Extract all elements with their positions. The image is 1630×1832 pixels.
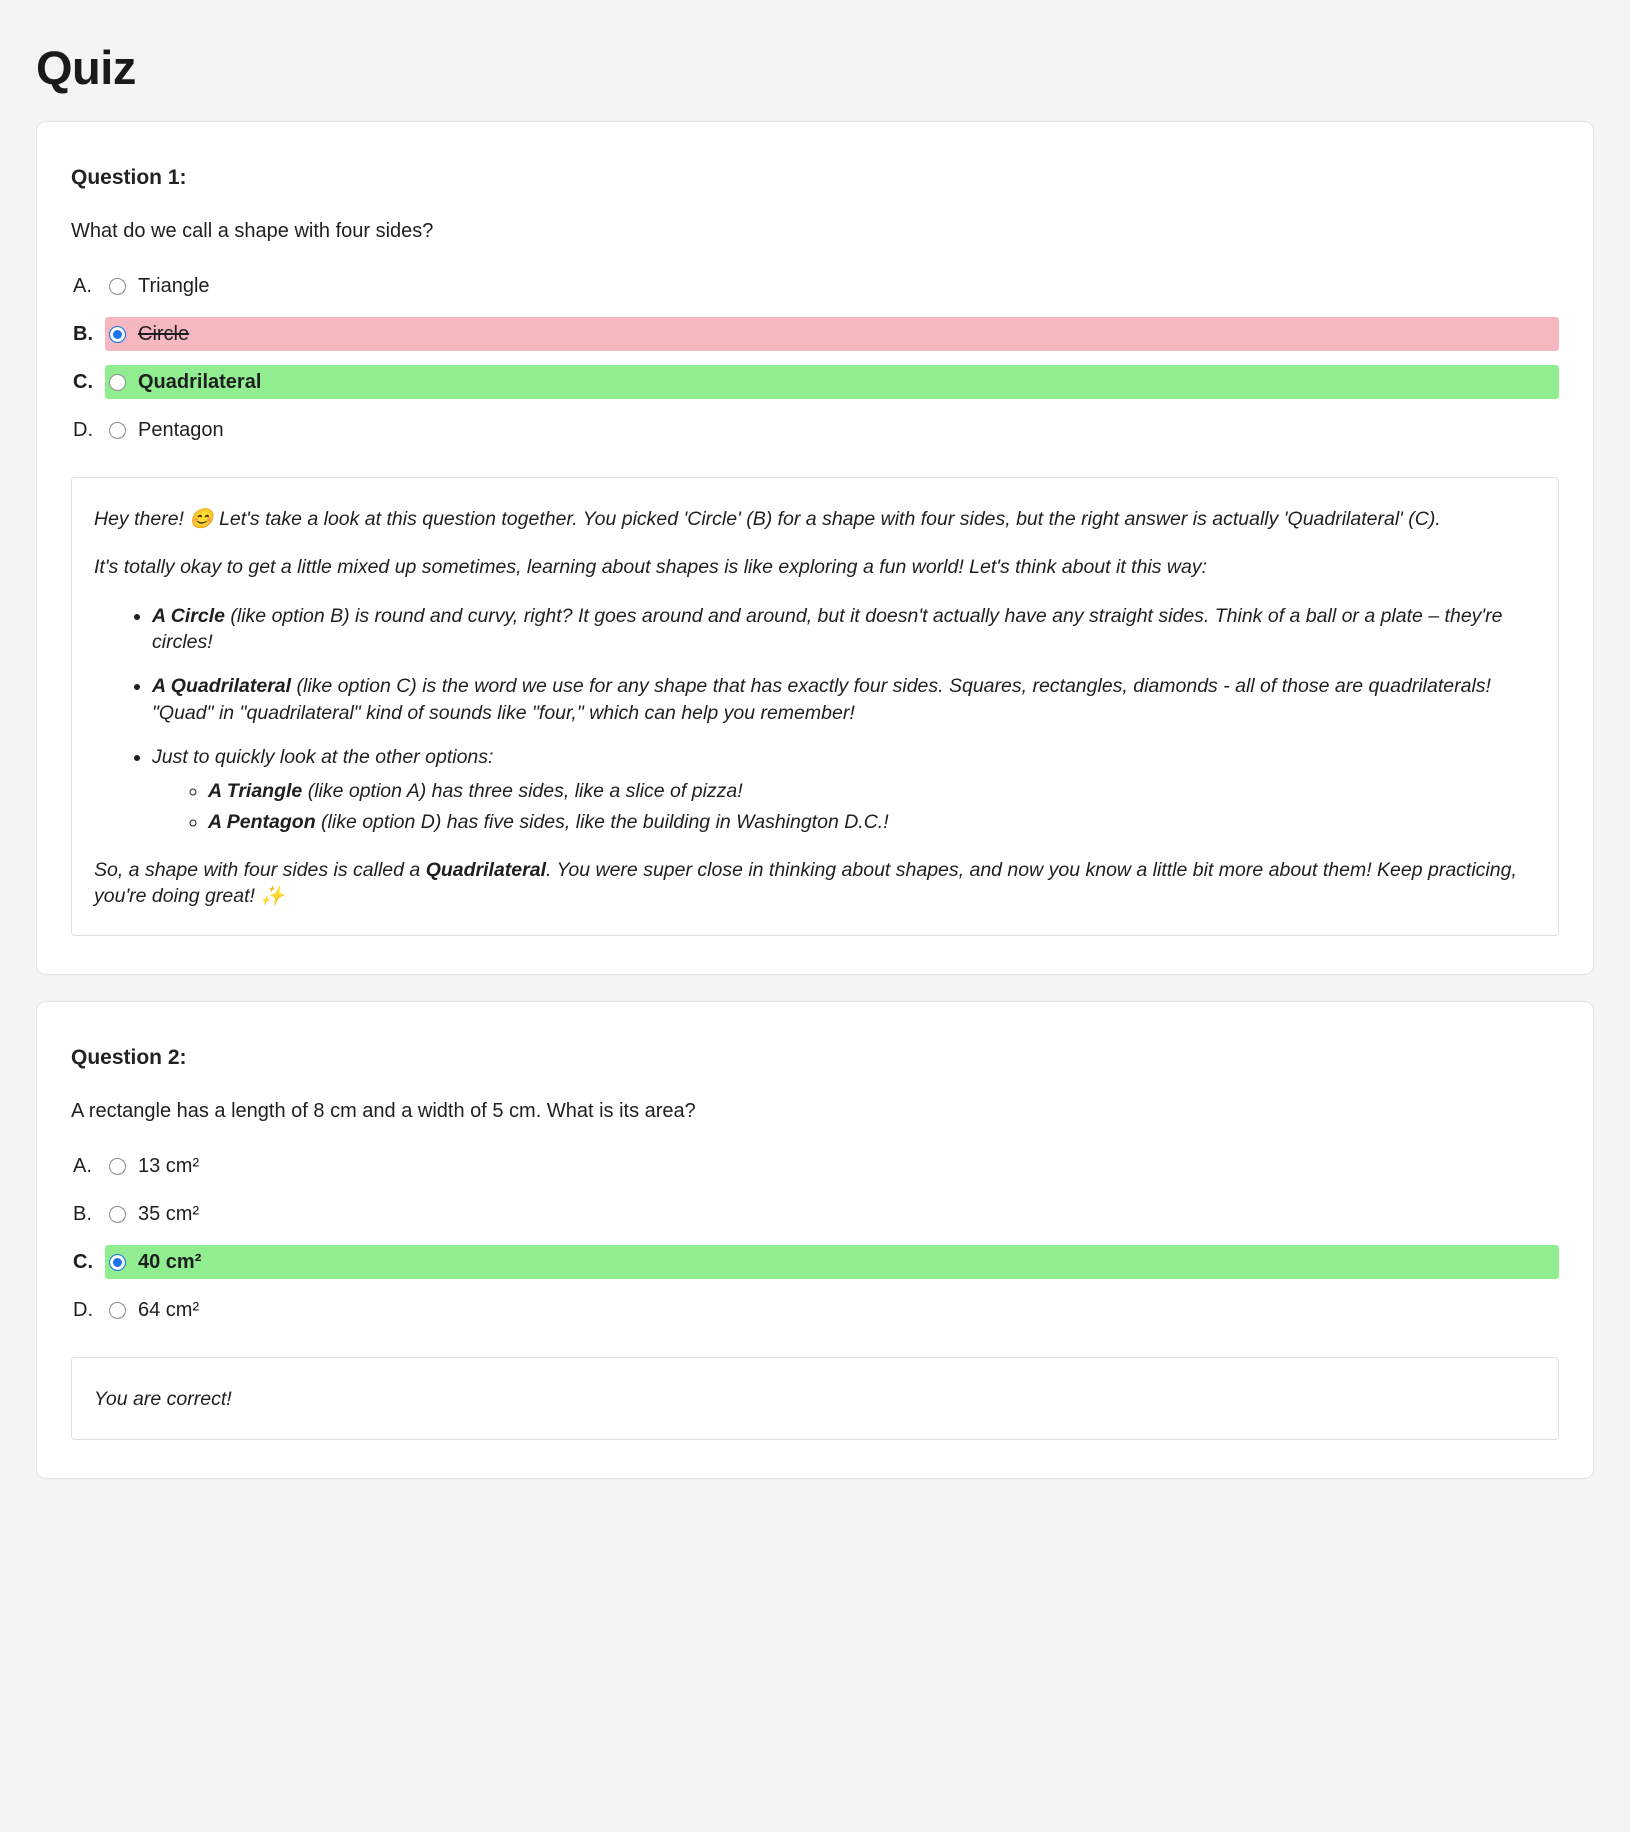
radio-option-b[interactable]	[109, 1206, 126, 1223]
option-label: Triangle	[138, 274, 210, 297]
radio-option-d[interactable]	[109, 1302, 126, 1319]
feedback-bullet-quadrilateral	[152, 673, 1532, 726]
radio-option-c[interactable]	[109, 374, 126, 391]
option-row-d[interactable]	[71, 413, 1559, 447]
feedback-sub-text: (like option A) has three sides, like a slice of pizza!	[302, 780, 743, 803]
option-row-c[interactable]	[71, 1245, 1559, 1279]
feedback-bullet-circle	[152, 603, 1532, 656]
question-label: Question 2:	[71, 1046, 187, 1070]
question-card-2	[36, 1001, 1594, 1478]
feedback-bullet-text: (like option C) is the word we use for any shape that has exactly four sides. Squares, rectangles, diamonds - all of those are quadrilaterals! "Quad" in "quadrilateral" kind of sounds like "four," which can help you remember!	[152, 675, 1491, 724]
page-title: Quiz	[36, 41, 136, 94]
option-label: 40 cm²	[138, 1250, 202, 1273]
question-text: What do we call a shape with four sides?	[71, 220, 434, 242]
option-row-a[interactable]	[71, 1149, 1559, 1183]
option-letter: A.	[73, 274, 92, 297]
feedback-second: It's totally okay to get a little mixed up sometimes, learning about shapes is like exploring a fun world! Let's think about it this way:	[94, 556, 1208, 579]
option-label: Circle	[138, 322, 190, 345]
radio-option-d[interactable]	[109, 422, 126, 439]
radio-option-a[interactable]	[109, 1158, 126, 1175]
feedback-bullet-term: A Quadrilateral	[152, 675, 292, 698]
option-letter: C.	[73, 370, 93, 393]
feedback-closing-b: . You were super close in thinking about shapes, and now you know a little bit more about them! Keep practicing, you're doing great! ✨	[94, 858, 1517, 908]
option-row-b[interactable]	[71, 317, 1559, 351]
feedback-intro: Hey there! 😊 Let's take a look at this question together. You picked 'Circle' (B) for a shape with four sides, but the right answer is actually 'Quadrilateral' (C).	[94, 508, 1441, 530]
option-row-c[interactable]	[71, 365, 1559, 399]
feedback-panel	[71, 1357, 1559, 1439]
feedback-closing-term: Quadrilateral	[425, 858, 546, 881]
radio-option-b[interactable]	[109, 326, 126, 343]
option-letter: B.	[73, 1202, 92, 1225]
feedback-bullets	[94, 603, 1532, 835]
feedback-closing-a: So, a shape with four sides is called a	[94, 858, 426, 881]
option-letter: B.	[73, 322, 93, 345]
option-label: 35 cm²	[138, 1202, 200, 1225]
option-row-d[interactable]	[71, 1293, 1559, 1327]
feedback-panel	[71, 477, 1559, 936]
option-label: 64 cm²	[138, 1298, 200, 1321]
option-letter: A.	[73, 1154, 92, 1177]
question-text: A rectangle has a length of 8 cm and a width of 5 cm. What is its area?	[71, 1100, 696, 1123]
feedback-sub-term: A Pentagon	[208, 810, 316, 833]
option-label: Pentagon	[138, 418, 224, 441]
feedback-bullet-text: (like option B) is round and curvy, right? It goes around and around, but it doesn't actually have any straight sides. Think of a ball or a plate – they're circles!	[152, 604, 1503, 653]
feedback-closing	[94, 857, 1532, 910]
feedback-other-intro: Just to quickly look at the other options:	[152, 745, 494, 768]
options-list	[71, 269, 1559, 447]
feedback-sub-bullet-pentagon	[208, 809, 1532, 835]
radio-option-a[interactable]	[109, 278, 126, 295]
option-row-a[interactable]	[71, 269, 1559, 303]
feedback-text: You are correct!	[94, 1388, 232, 1411]
feedback-sub-text: (like option D) has five sides, like the building in Washington D.C.!	[315, 810, 889, 833]
options-list	[71, 1149, 1559, 1327]
feedback-sub-bullets	[152, 778, 1532, 835]
option-letter: D.	[73, 418, 93, 441]
feedback-bullet-others	[152, 744, 1532, 835]
feedback-bullet-term: A Circle	[152, 604, 225, 627]
radio-option-c[interactable]	[109, 1254, 126, 1271]
feedback-sub-term: A Triangle	[208, 780, 303, 803]
question-label: Question 1:	[71, 166, 187, 189]
option-letter: C.	[73, 1250, 93, 1273]
option-label: Quadrilateral	[138, 370, 262, 393]
feedback-sub-bullet-triangle	[208, 778, 1532, 804]
option-label: 13 cm²	[138, 1154, 200, 1177]
option-row-b[interactable]	[71, 1197, 1559, 1231]
option-letter: D.	[73, 1298, 93, 1321]
question-card-1	[36, 121, 1594, 975]
